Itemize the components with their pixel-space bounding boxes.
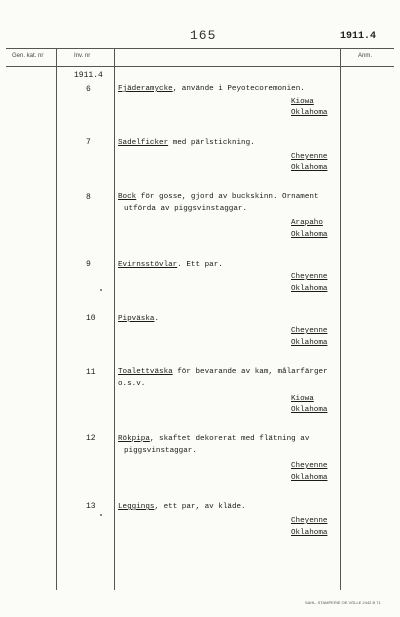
entry-tribe: Cheyenne — [291, 462, 328, 470]
entry-place: Oklahoma — [291, 285, 328, 293]
column-header-inv-nr: Inv. nr — [74, 53, 91, 59]
column-header-gen-kat-nr: Gen. kat. nr — [12, 53, 44, 59]
entry-place: Oklahoma — [291, 109, 328, 117]
entry-description-rest: för bevarande av kam, målarfärger — [172, 368, 328, 376]
entry-description — [118, 315, 159, 323]
entry-tribe: Arapaho — [291, 219, 323, 227]
column-header-anm: Anm. — [358, 53, 373, 59]
entry-place: Oklahoma — [291, 231, 328, 239]
entry-tribe: Kiowa — [291, 395, 314, 403]
entry-tribe: Cheyenne — [291, 327, 328, 335]
page-number: 165 — [190, 28, 217, 43]
header-identifier: 1911.4 — [340, 31, 377, 42]
entry-tribe: Kiowa — [291, 98, 314, 106]
entry-description-rest: . — [154, 315, 160, 323]
entry-number: 13 — [86, 502, 96, 511]
header-bottom-rule — [6, 66, 394, 67]
entry-description-rest: , använde i Peyotecoremonien. — [172, 85, 305, 93]
entry-description-rest: för gosse, gjord av buckskinn. Ornament — [136, 193, 319, 201]
entry-description-rest: , ett par, av kläde. — [154, 503, 246, 511]
header-top-rule — [6, 48, 394, 49]
entry-title: Leggings — [118, 503, 155, 511]
entry-description — [118, 368, 328, 376]
column-divider-3 — [340, 48, 341, 590]
entry-title: Evirnsstövlar — [118, 261, 178, 269]
entry-title: Bock — [118, 193, 137, 201]
entry-title: Fjäderamycke — [118, 85, 173, 93]
entry-description-line2: o.s.v. — [118, 380, 146, 388]
entry-description — [118, 503, 246, 511]
entry-description-rest: . Ett par. — [177, 261, 223, 269]
entry-description-line2: piggsvinstaggar. — [124, 447, 197, 455]
entry-title: Rökpipa — [118, 435, 150, 443]
entry-number: 8 — [86, 193, 91, 202]
entry-description-rest: med pärlstickning. — [168, 139, 255, 147]
entry-number: 6 — [86, 85, 91, 94]
margin-tick — [100, 514, 102, 516]
column-divider-1 — [56, 48, 57, 590]
entry-description-line2: utförda av piggsvinstaggar. — [124, 205, 248, 213]
entry-description — [118, 261, 223, 269]
entry-tribe: Cheyenne — [291, 517, 328, 525]
entry-description — [118, 85, 305, 93]
entry-number: 7 — [86, 138, 91, 147]
entry-place: Oklahoma — [291, 474, 328, 482]
footer-print-mark: SAHL, STAMPERIE OE VÖLLE 2442 B 71 — [305, 600, 381, 605]
entry-title: Sadelficker — [118, 139, 169, 147]
entry-number: 9 — [86, 260, 91, 269]
entry-number: 12 — [86, 434, 96, 443]
entry-place: Oklahoma — [291, 339, 328, 347]
margin-tick — [100, 289, 102, 291]
entry-number: 10 — [86, 314, 96, 323]
column-divider-2 — [114, 48, 115, 590]
entry-place: Oklahoma — [291, 164, 328, 172]
entry-number: 11 — [86, 368, 96, 377]
entry-title: Toalettväska — [118, 368, 173, 376]
year-label: 1911.4 — [74, 71, 103, 80]
entry-description — [118, 193, 319, 201]
entry-title: Pipväska — [118, 315, 155, 323]
entry-tribe: Cheyenne — [291, 153, 328, 161]
entry-description — [118, 435, 309, 443]
entry-description — [118, 139, 255, 147]
entry-tribe: Cheyenne — [291, 273, 328, 281]
entry-place: Oklahoma — [291, 406, 328, 414]
entry-place: Oklahoma — [291, 529, 328, 537]
entry-description-rest: , skaftet dekorerat med flätning av — [149, 435, 310, 443]
